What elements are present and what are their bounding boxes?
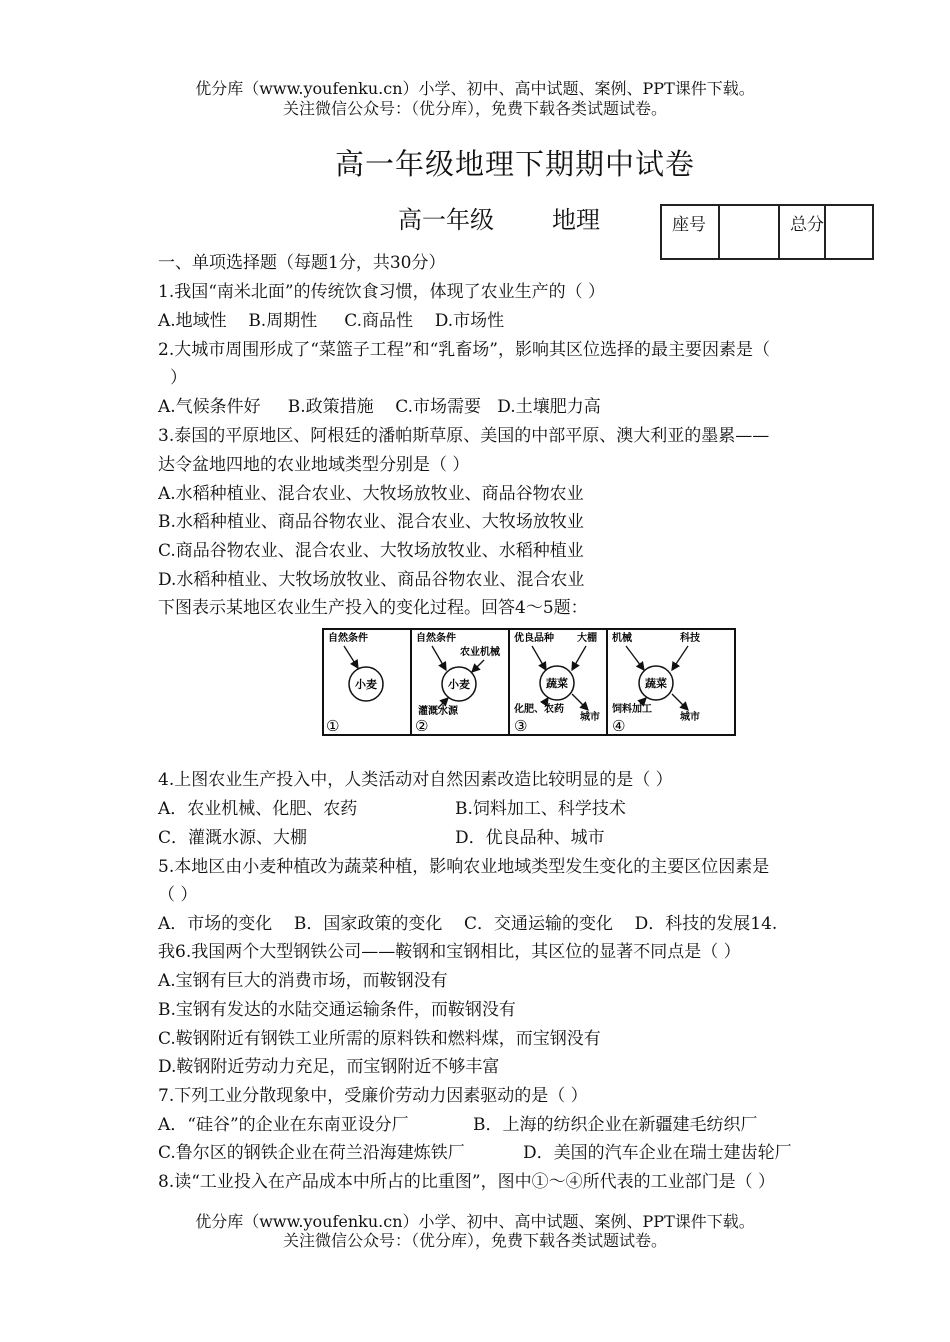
- q3-stem: 3.泰国的平原地区、阿根廷的潘帕斯草原、美国的中部平原、澳大利亚的墨累——: [158, 426, 770, 446]
- q7-stem: 7.下列工业分散现象中，受廉价劳动力因素驱动的是（ ）: [158, 1086, 588, 1106]
- q6-option-b: B.宝钢有发达的水陆交通运输条件，而鞍钢没有: [158, 1000, 516, 1020]
- q6-option-a: A.宝钢有巨大的消费市场，而鞍钢没有: [158, 971, 448, 991]
- p1-center: 小麦: [355, 678, 377, 691]
- q5-option-c: C．交通运输的变化: [464, 914, 614, 934]
- q4-option-c: C．灌溉水源、大棚: [158, 828, 308, 848]
- q4-stem: 4.上图农业生产投入中，人类活动对自然因素改造比较明显的是（ ）: [158, 770, 673, 790]
- p1-num: ①: [326, 717, 340, 735]
- p3-num: ③: [514, 717, 528, 735]
- header-line-1: 优分库（www.youfenku.cn）小学、初中、高中试题、案例、PPT课件下载。: [195, 79, 755, 98]
- diagram-panel-4: [612, 631, 700, 735]
- q7-option-c: C.鲁尔区的钢铁企业在荷兰沿海建炼铁厂: [158, 1143, 465, 1163]
- p4-num: ④: [612, 717, 626, 735]
- q4-option-b: B.饲料加工、科学技术: [455, 799, 626, 819]
- diagram-panel-1: [326, 631, 383, 735]
- q4-option-d: D．优良品种、城市: [455, 828, 605, 848]
- page-title: 高一年级地理下期期中试卷: [334, 147, 695, 181]
- q1-option-b: B.周期性: [248, 311, 318, 331]
- q2-option-a: A.气候条件好: [158, 397, 261, 417]
- q1-option-c: C.商品性: [344, 311, 414, 331]
- header-line-2: 关注微信公众号：（优分库），免费下载各类试题试卷。: [282, 99, 667, 118]
- q5-option-d: D．科技的发展14.: [634, 914, 778, 934]
- q2-option-d: D.土壤肥力高: [497, 397, 601, 417]
- p2-center: 小麦: [448, 678, 470, 691]
- q5-option-a: A．市场的变化: [158, 914, 273, 934]
- p2-num: ②: [415, 717, 429, 735]
- q3-option-d: D.水稻种植业、大牧场放牧业、商品谷物农业、混合农业: [158, 570, 585, 590]
- p3-input-fertilizer: 化肥、农药: [514, 704, 564, 715]
- section-title: 一、单项选择题（每题1分，共30分）: [158, 253, 446, 273]
- p3-center: 蔬菜: [546, 677, 568, 690]
- q2-options: [158, 396, 601, 418]
- subtitle-grade: 高一年级: [398, 206, 494, 234]
- p3-input-greenhouse: 大棚: [577, 633, 597, 644]
- p2-input-machinery: 农业机械: [460, 647, 500, 658]
- p2-input-irrigation: 灌溉水源: [418, 706, 458, 717]
- q5-options: [158, 913, 777, 935]
- q2-option-c: C.市场需要: [395, 397, 482, 417]
- q5-stem: 5.本地区由小麦种植改为蔬菜种植，影响农业地域类型发生变化的主要区位因素是: [158, 857, 770, 877]
- q7-option-a: A．“硅谷”的企业在东南亚设分厂: [158, 1115, 409, 1135]
- q1-option-a: A.地域性: [158, 311, 227, 331]
- q6-stem: 我6.我国两个大型钢铁公司——鞍钢和宝钢相比，其区位的显著不同点是（ ）: [158, 942, 741, 962]
- subtitle-subject: 地理: [552, 206, 600, 234]
- q6-option-d: D.鞍钢附近劳动力充足，而宝钢附近不够丰富: [158, 1057, 500, 1077]
- q1-stem: 1.我国“南米北面”的传统饮食习惯，体现了农业生产的（ ）: [158, 282, 606, 302]
- score-table: [660, 204, 874, 260]
- diagram-panel-3: [513, 631, 600, 735]
- q2-option-b: B.政策措施: [287, 397, 374, 417]
- p1-input-natural: 自然条件: [328, 633, 368, 644]
- q7-option-b: B．上海的纺织企业在新疆建毛纺织厂: [473, 1115, 758, 1135]
- p3-input-seeds: 优良品种: [514, 633, 554, 644]
- seat-input[interactable]: [719, 205, 779, 259]
- q3-stem-cont: 达令盆地四地的农业地域类型分别是（ ）: [158, 455, 470, 475]
- q8-stem: 8.读“工业投入在产品成本中所占的比重图”，图中①～④所代表的工业部门是（ ）: [158, 1172, 776, 1192]
- q5-stem-cont: （ ）: [158, 885, 198, 905]
- subtitle: [398, 200, 600, 235]
- diagram-intro: 下图表示某地区农业生产投入的变化过程。回答4～5题：: [158, 598, 588, 618]
- q2-stem: 2.大城市周围形成了“菜篮子工程”和“乳畜场”，影响其区位选择的最主要因素是（: [158, 340, 770, 360]
- total-input[interactable]: [825, 205, 873, 259]
- p4-center: 蔬菜: [645, 677, 667, 690]
- q6-option-c: C.鞍钢附近有钢铁工业所需的原料铁和燃料煤，而宝钢没有: [158, 1029, 601, 1049]
- q3-option-a: A.水稻种植业、混合农业、大牧场放牧业、商品谷物农业: [158, 484, 584, 504]
- seat-label: 座号: [661, 205, 719, 259]
- q3-option-b: B.水稻种植业、商品谷物农业、混合农业、大牧场放牧业: [158, 512, 584, 532]
- q2-stem-cont: ）: [170, 368, 187, 388]
- q7-option-d: D．美国的汽车企业在瑞士建齿轮厂: [523, 1143, 792, 1163]
- total-label: 总分: [779, 205, 825, 259]
- q3-option-c: C.商品谷物农业、混合农业、大牧场放牧业、水稻种植业: [158, 541, 584, 561]
- diagram-panel-2: [415, 631, 500, 735]
- p4-input-machinery: 机械: [612, 633, 632, 644]
- q4-option-a: A．农业机械、化肥、农药: [158, 799, 358, 819]
- p2-input-natural: 自然条件: [416, 633, 456, 644]
- p4-output-city: 城市: [680, 712, 700, 723]
- footer-line-1: 优分库（www.youfenku.cn）小学、初中、高中试题、案例、PPT课件下载。: [195, 1212, 755, 1231]
- p4-input-feed: 饲料加工: [612, 704, 652, 715]
- p3-output-city: 城市: [580, 712, 600, 723]
- q1-options: [158, 310, 504, 332]
- footer-line-2: 关注微信公众号：（优分库），免费下载各类试题试卷。: [282, 1231, 667, 1250]
- agriculture-input-diagram: [322, 628, 736, 736]
- q5-option-b: B．国家政策的变化: [293, 914, 443, 934]
- q1-option-d: D.市场性: [434, 311, 505, 331]
- p4-input-tech: 科技: [680, 633, 700, 644]
